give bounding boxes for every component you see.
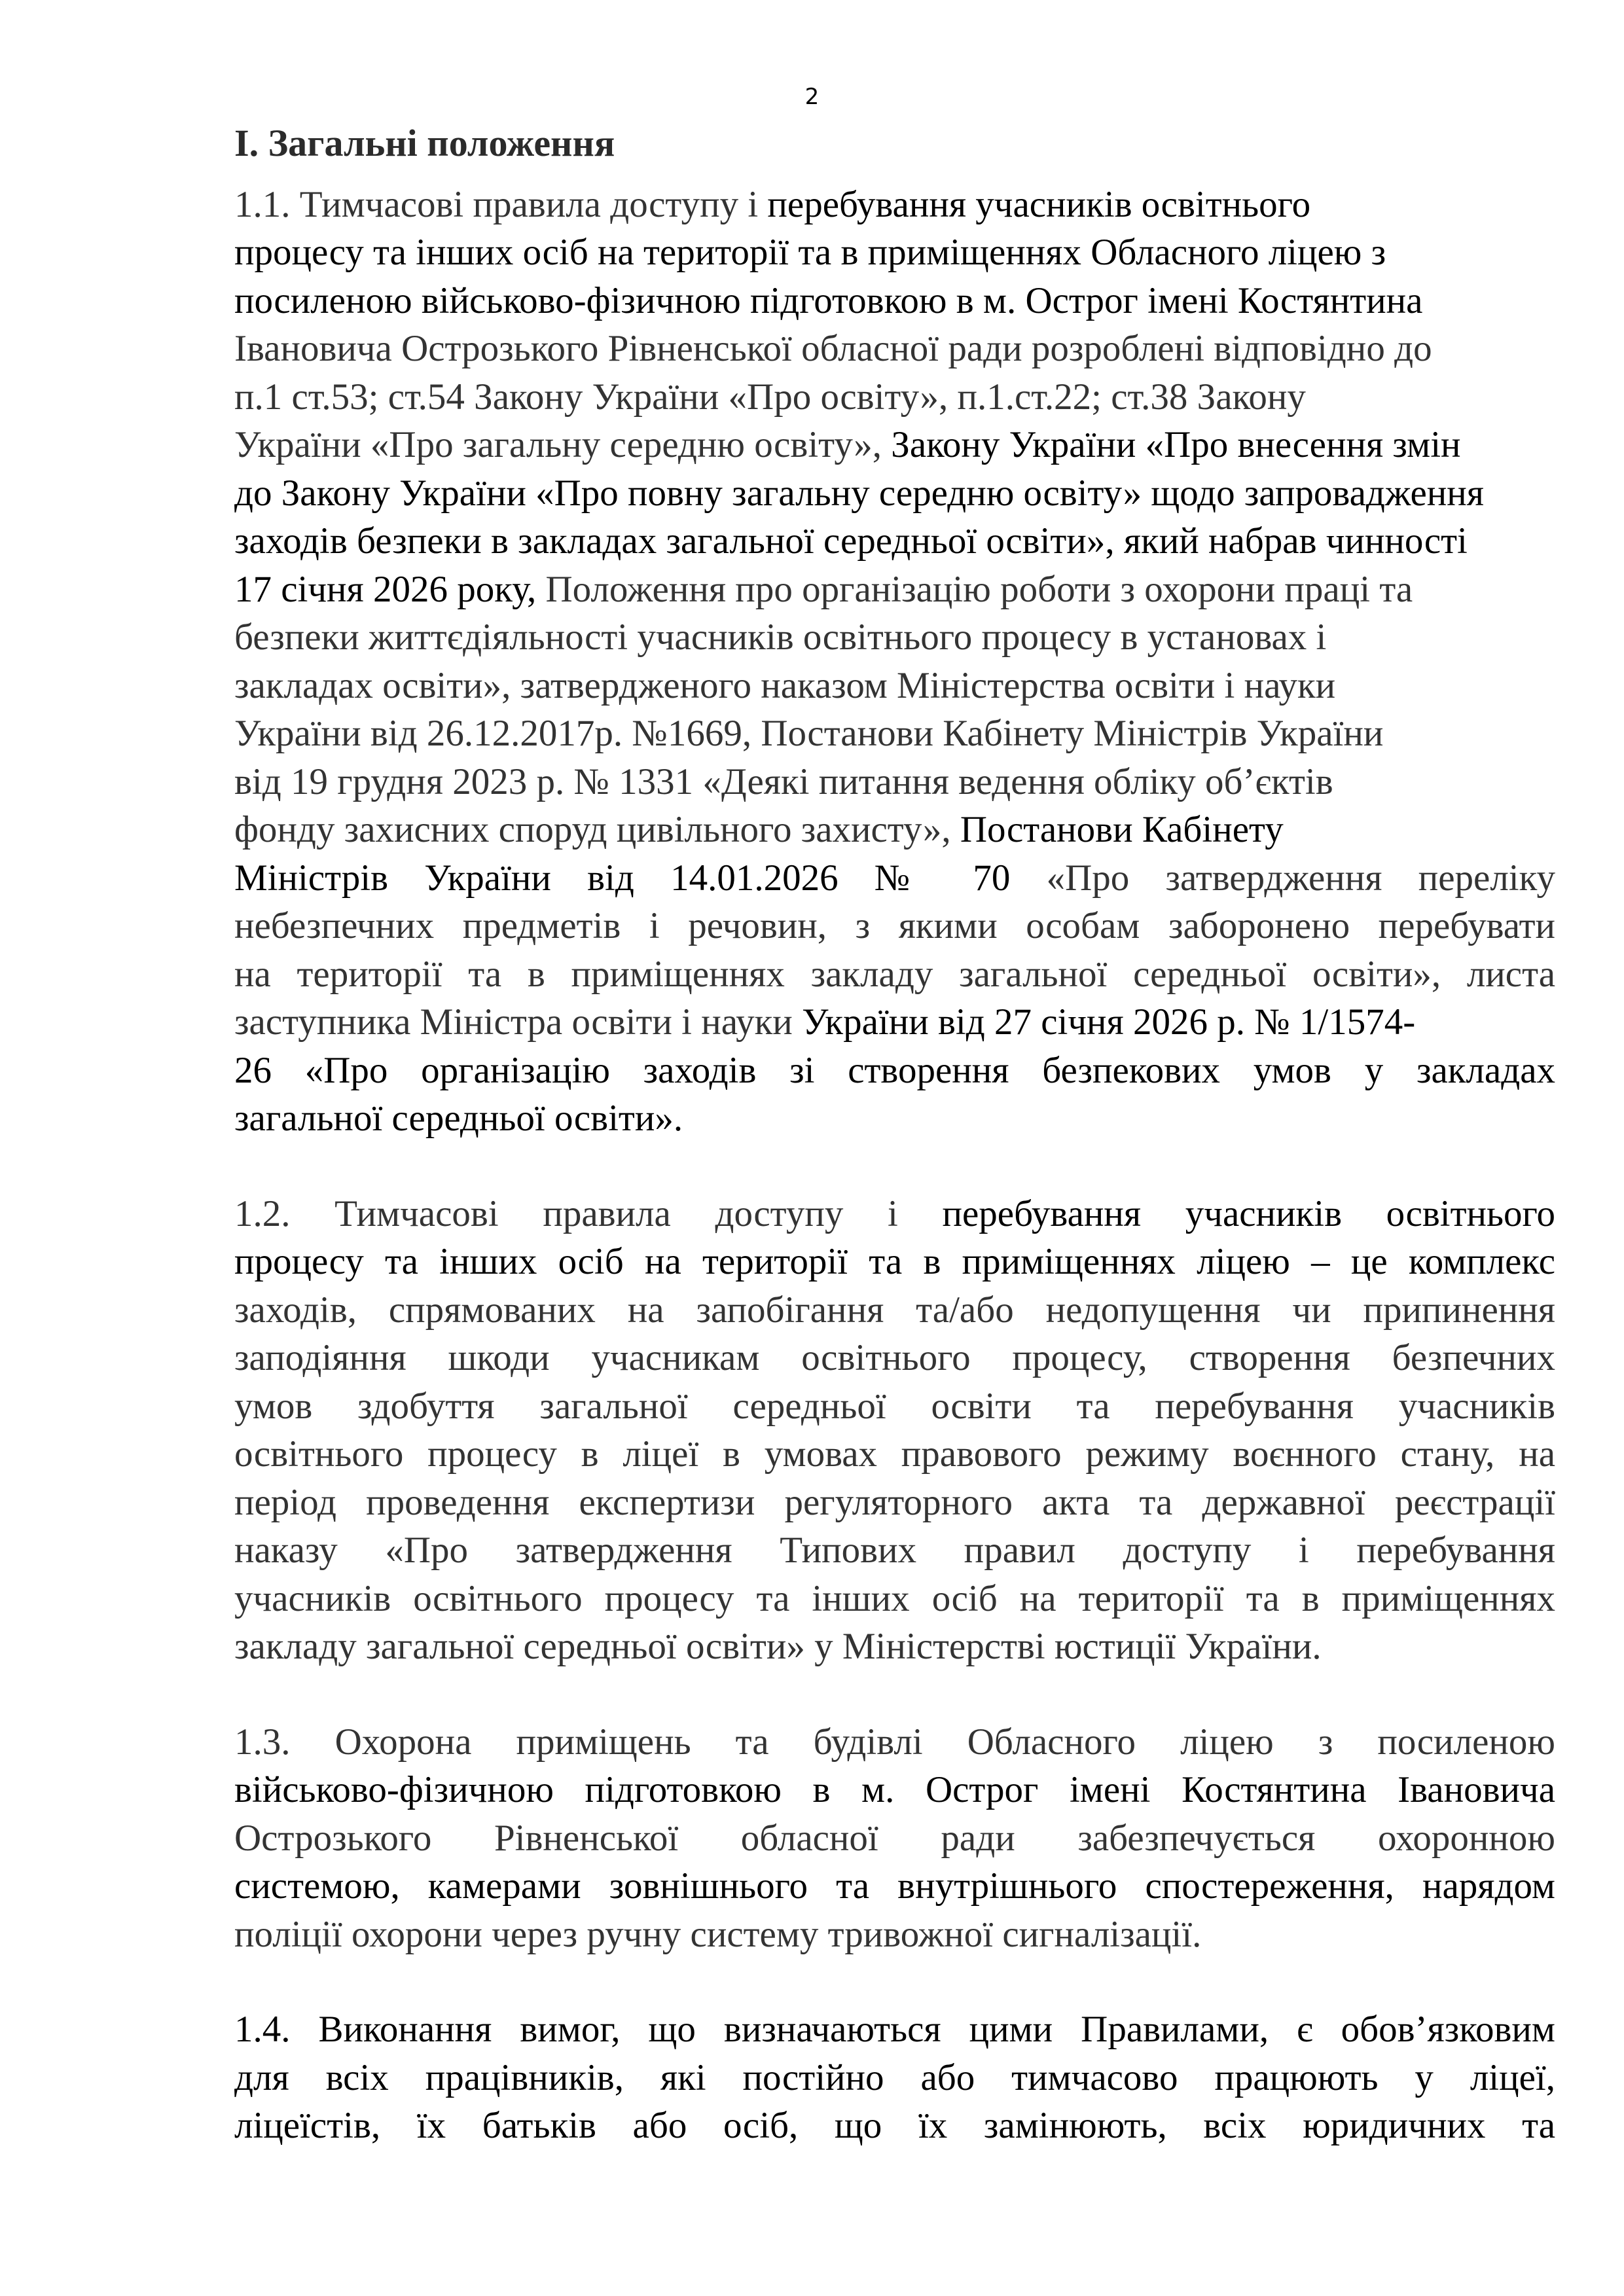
- text-segment: Положення про організацію роботи з охорони праці та: [545, 568, 1413, 610]
- text-line: [234, 662, 1555, 710]
- text-line: [234, 806, 1555, 854]
- text-line: [234, 1526, 1555, 1575]
- text-segment: системою, камерами зовнішнього та внутрішнього спостереження, нарядом: [234, 1865, 1555, 1907]
- text-line: [234, 565, 1555, 614]
- text-segment: п.1 ст.53; ст.54 Закону України «Про освіту», п.1.ст.22; ст.38 Закону: [234, 376, 1306, 418]
- text-segment: період проведення експертизи регуляторного акта та державної реєстрації: [234, 1481, 1555, 1523]
- paragraph-1-2: [234, 1190, 1555, 1671]
- text-line: [234, 1623, 1555, 1671]
- text-segment: 1.2. Тимчасові правила доступу і: [234, 1193, 943, 1234]
- text-line: [234, 758, 1555, 806]
- text-line: [234, 1047, 1555, 1095]
- text-line: [234, 902, 1555, 950]
- text-segment: України від 26.12.2017р. №1669, Постанови Кабінету Міністрів України: [234, 713, 1384, 754]
- text-segment: 1.1. Тимчасові правила доступу і: [234, 183, 768, 225]
- text-segment: загальної середньої освіти».: [234, 1098, 683, 1139]
- text-line: [234, 998, 1555, 1047]
- text-line: [234, 613, 1555, 662]
- text-segment: небезпечних предметів і речовин, з якими особам заборонено перебувати: [234, 905, 1555, 946]
- text-segment: заподіяння шкоди учасникам освітнього процесу, створення безпечних: [234, 1337, 1555, 1378]
- text-line: [234, 1430, 1555, 1479]
- text-line: [234, 2102, 1555, 2150]
- text-segment: від 19 грудня 2023 р. № 1331 «Деякі питання ведення обліку об’єктів: [234, 761, 1333, 802]
- text-segment: ліцеїстів, їх батьків або осіб, що їх замінюють, всіх юридичних та: [234, 2105, 1555, 2146]
- text-segment: 1.3. Охорона приміщень та будівлі Обласного ліцею з посиленою: [234, 1721, 1555, 1763]
- text-line: [234, 325, 1555, 373]
- text-segment: Постанови Кабінету: [960, 809, 1284, 850]
- text-segment: закладах освіти», затвердженого наказом Міністерства освіти і науки: [234, 664, 1336, 706]
- text-line: [234, 1334, 1555, 1382]
- text-line: [234, 181, 1555, 229]
- text-segment: закладу загальної середньої освіти» у Міністерстві юстиції України.: [234, 1626, 1322, 1667]
- text-segment: поліції охорони через ручну систему тривожної сигналізації.: [234, 1913, 1202, 1955]
- text-segment: Івановича Острозького Рівненської обласної ради розроблені відповідно до: [234, 328, 1432, 369]
- text-segment: процесу та інших осіб на території та в приміщеннях ліцею – це комплекс: [234, 1241, 1555, 1282]
- text-segment: посиленою військово-фізичною підготовкою в м. Острог імені Костянтина: [234, 279, 1423, 321]
- text-segment: 17 січня 2026 року,: [234, 568, 546, 610]
- text-line: [234, 2054, 1555, 2102]
- text-line: [234, 1814, 1555, 1863]
- text-line: [234, 373, 1555, 422]
- text-line: [234, 1094, 1555, 1143]
- text-line: [234, 517, 1555, 565]
- text-line: [234, 1382, 1555, 1431]
- text-segment: освітнього процесу в ліцеї в умовах правового режиму воєнного стану, на: [234, 1433, 1555, 1475]
- text-line: [234, 854, 1555, 903]
- text-segment: перебування учасників освітнього: [942, 1193, 1555, 1234]
- text-line: [234, 228, 1555, 277]
- text-segment: перебування учасників освітнього: [767, 183, 1311, 225]
- text-line: [234, 1190, 1555, 1238]
- text-segment: на території та в приміщеннях закладу загальної середньої освіти», листа: [234, 953, 1555, 995]
- page-number: 2: [804, 84, 820, 110]
- text-line: [234, 1766, 1555, 1814]
- paragraph-1-4: [234, 2005, 1555, 2150]
- text-segment: умов здобуття загальної середньої освіти та перебування учасників: [234, 1385, 1555, 1427]
- text-line: [234, 2005, 1555, 2054]
- text-segment: 26 «Про організацію заходів зі створення безпекових умов у закладах: [234, 1049, 1555, 1091]
- text-segment: для всіх працівників, які постійно або тимчасово працюють у ліцеї,: [234, 2056, 1555, 2098]
- text-segment: заходів безпеки в закладах загальної середньої освіти», який набрав чинності: [234, 520, 1468, 562]
- text-segment: України «Про загальну середню освіту»,: [234, 424, 892, 465]
- text-segment: 1.4. Виконання вимог, що визначаються цими Правилами, є обов’язковим: [234, 2009, 1555, 2050]
- text-segment: фонду захисних споруд цивільного захисту»,: [234, 809, 960, 850]
- text-line: [234, 1238, 1555, 1286]
- text-segment: Міністрів України від 14.01.2026 № 70: [234, 857, 1047, 899]
- text-segment: процесу та інших осіб на території та в приміщеннях Обласного ліцею з: [234, 232, 1386, 273]
- text-line: [234, 709, 1555, 758]
- text-segment: до Закону України «Про повну загальну середню освіту» щодо запровадження: [234, 472, 1485, 514]
- text-segment: Закону України «Про внесення змін: [891, 424, 1461, 465]
- text-segment: заходів, спрямованих на запобігання та/або недопущення чи припинення: [234, 1289, 1555, 1331]
- section-title: I. Загальні положення: [234, 122, 615, 164]
- text-line: [234, 1479, 1555, 1527]
- text-segment: безпеки життєдіяльності учасників освітнього процесу в установах і: [234, 617, 1327, 658]
- paragraph-1-3: [234, 1718, 1555, 1959]
- text-segment: Острозького Рівненської обласної ради забезпечується охоронною: [234, 1817, 1555, 1859]
- document-body: [234, 119, 1555, 2197]
- text-segment: наказу «Про затвердження Типових правил доступу і перебування: [234, 1530, 1555, 1571]
- text-line: [234, 421, 1555, 469]
- text-segment: учасників освітнього процесу та інших осіб на території та в приміщеннях: [234, 1577, 1555, 1619]
- text-line: [234, 1862, 1555, 1910]
- text-segment: України від 27 січня 2026 р. № 1/1574-: [802, 1001, 1416, 1043]
- text-segment: військово-фізичною підготовкою в м. Острог імені Костянтина Івановича: [234, 1769, 1555, 1810]
- text-line: [234, 1575, 1555, 1623]
- text-segment: «Про затвердження переліку: [1046, 857, 1555, 899]
- text-line: [234, 1910, 1555, 1959]
- text-line: [234, 1718, 1555, 1767]
- text-segment: заступника Міністра освіти і науки: [234, 1001, 803, 1043]
- paragraph-1-1: [234, 181, 1555, 1143]
- text-line: [234, 950, 1555, 999]
- text-line: [234, 277, 1555, 325]
- paragraphs-container: [234, 181, 1555, 2150]
- text-line: [234, 1286, 1555, 1335]
- text-line: [234, 469, 1555, 518]
